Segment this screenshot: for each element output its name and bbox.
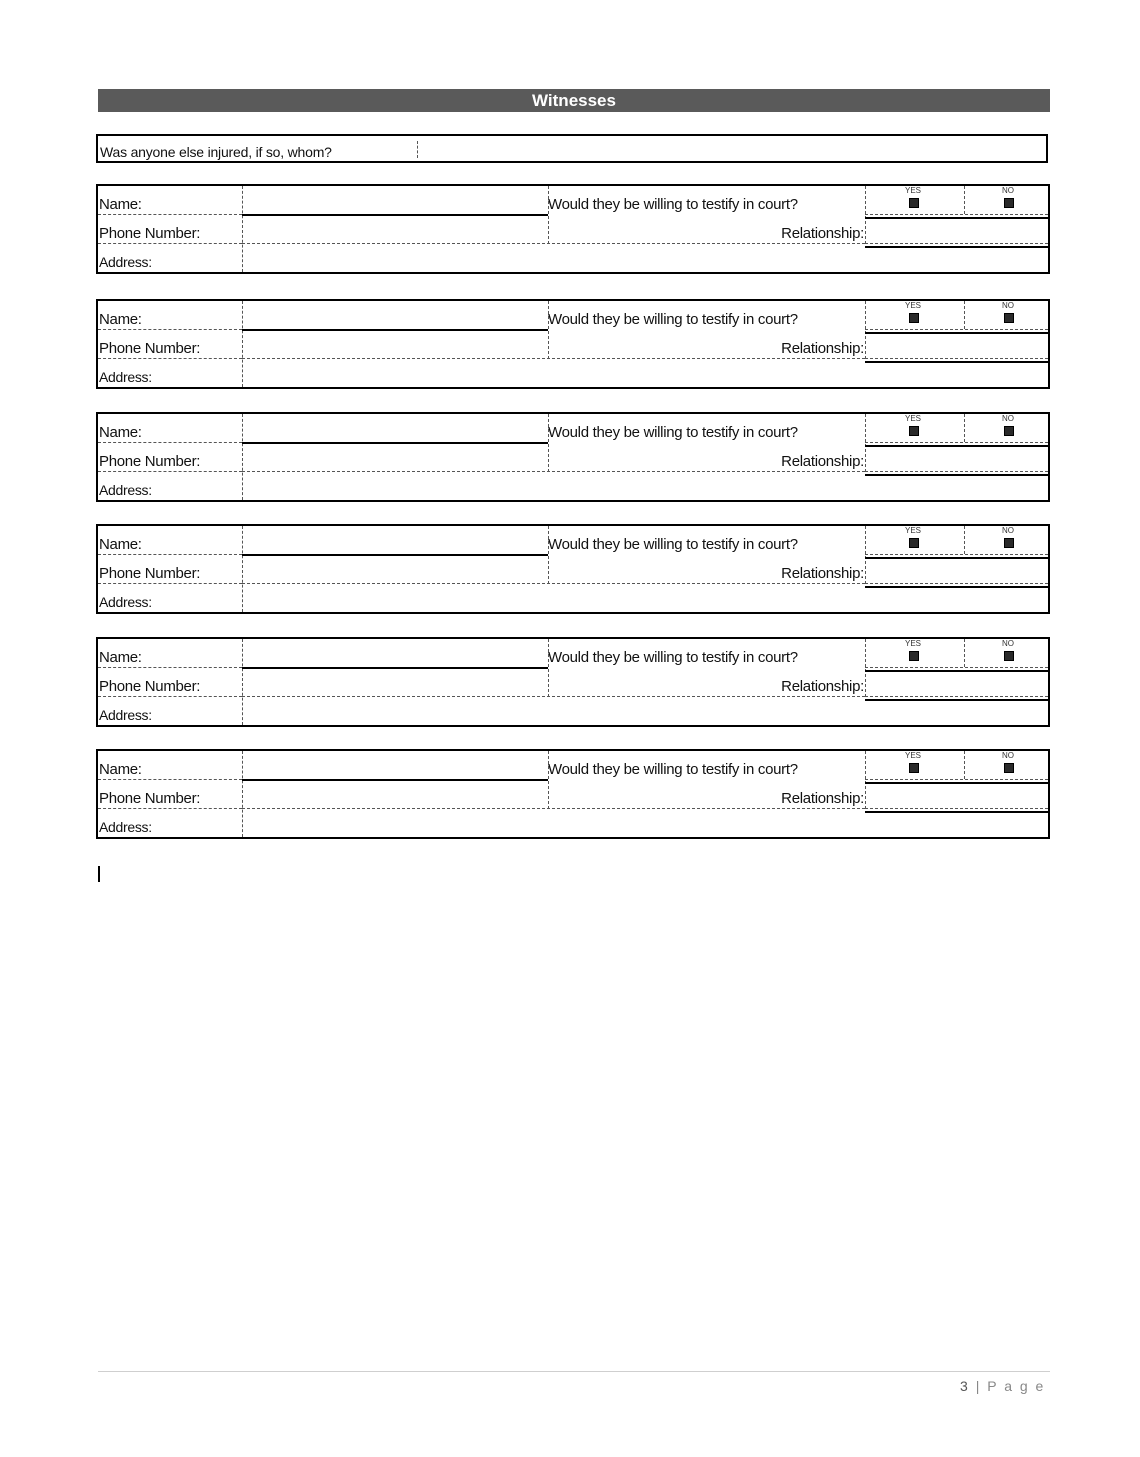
relationship-label: Relationship:: [781, 340, 864, 357]
injured-answer-field[interactable]: [420, 136, 1046, 161]
name-field[interactable]: [244, 186, 547, 213]
yes-checkbox[interactable]: [909, 426, 919, 436]
testify-question-label: Would they be willing to testify in court?: [548, 761, 798, 778]
no-label: NO: [1002, 639, 1014, 648]
phone-label: Phone Number:: [99, 225, 201, 242]
address-label: Address:: [99, 819, 152, 835]
testify-question-label: Would they be willing to testify in court?: [548, 196, 798, 213]
relationship-label: Relationship:: [781, 453, 864, 470]
yes-checkbox[interactable]: [909, 651, 919, 661]
witness-block-2: [96, 299, 1050, 389]
testify-question-label: Would they be willing to testify in court?: [548, 424, 798, 441]
injured-question-label: Was anyone else injured, if so, whom?: [100, 144, 332, 160]
testify-question-label: Would they be willing to testify in court?: [548, 649, 798, 666]
address-field[interactable]: [244, 245, 1046, 270]
testify-question-label: Would they be willing to testify in court?: [548, 311, 798, 328]
phone-field[interactable]: [244, 669, 547, 695]
witness-block-1: [96, 184, 1050, 274]
relationship-label: Relationship:: [781, 790, 864, 807]
injured-question-row: [96, 134, 1048, 163]
witness-block-5: [96, 637, 1050, 727]
phone-label: Phone Number:: [99, 565, 201, 582]
phone-label: Phone Number:: [99, 678, 201, 695]
no-checkbox[interactable]: [1004, 763, 1014, 773]
name-label: Name:: [99, 311, 142, 328]
name-label: Name:: [99, 761, 142, 778]
yes-label: YES: [905, 751, 922, 760]
address-field[interactable]: [244, 473, 1046, 498]
no-checkbox[interactable]: [1004, 651, 1014, 661]
address-label: Address:: [99, 482, 152, 498]
relationship-label: Relationship:: [781, 225, 864, 242]
yes-checkbox[interactable]: [909, 198, 919, 208]
yes-checkbox[interactable]: [909, 313, 919, 323]
address-field[interactable]: [244, 360, 1046, 385]
yes-checkbox[interactable]: [909, 763, 919, 773]
name-field[interactable]: [244, 526, 547, 553]
witness-block-3: [96, 412, 1050, 502]
relationship-field[interactable]: [867, 334, 1046, 357]
no-label: NO: [1002, 186, 1014, 195]
yes-label: YES: [905, 526, 922, 535]
name-field[interactable]: [244, 301, 547, 328]
name-field[interactable]: [244, 414, 547, 441]
name-label: Name:: [99, 649, 142, 666]
no-checkbox[interactable]: [1004, 426, 1014, 436]
phone-label: Phone Number:: [99, 340, 201, 357]
yes-label: YES: [905, 186, 922, 195]
footer-divider: [98, 1371, 1050, 1372]
phone-field[interactable]: [244, 216, 547, 242]
relationship-label: Relationship:: [781, 565, 864, 582]
page-number: 3: [960, 1378, 970, 1394]
page-footer: [960, 1378, 1045, 1394]
address-label: Address:: [99, 594, 152, 610]
relationship-field[interactable]: [867, 784, 1046, 807]
address-label: Address:: [99, 707, 152, 723]
phone-label: Phone Number:: [99, 453, 201, 470]
yes-label: YES: [905, 639, 922, 648]
relationship-field[interactable]: [867, 219, 1046, 242]
no-label: NO: [1002, 414, 1014, 423]
name-label: Name:: [99, 424, 142, 441]
yes-label: YES: [905, 301, 922, 310]
address-field[interactable]: [244, 810, 1046, 835]
phone-field[interactable]: [244, 444, 547, 470]
yes-label: YES: [905, 414, 922, 423]
no-label: NO: [1002, 526, 1014, 535]
relationship-field[interactable]: [867, 559, 1046, 582]
relationship-field[interactable]: [867, 672, 1046, 695]
phone-field[interactable]: [244, 331, 547, 357]
address-field[interactable]: [244, 585, 1046, 610]
no-checkbox[interactable]: [1004, 198, 1014, 208]
name-label: Name:: [99, 196, 142, 213]
testify-question-label: Would they be willing to testify in court?: [548, 536, 798, 553]
phone-field[interactable]: [244, 556, 547, 582]
text-cursor: [98, 866, 100, 882]
phone-label: Phone Number:: [99, 790, 201, 807]
section-title: Witnesses: [98, 89, 1050, 112]
address-label: Address:: [99, 254, 152, 270]
page-label: | P a g e: [975, 1378, 1046, 1394]
relationship-label: Relationship:: [781, 678, 864, 695]
witness-block-4: [96, 524, 1050, 614]
phone-field[interactable]: [244, 781, 547, 807]
no-label: NO: [1002, 301, 1014, 310]
name-field[interactable]: [244, 751, 547, 778]
no-checkbox[interactable]: [1004, 538, 1014, 548]
address-label: Address:: [99, 369, 152, 385]
name-label: Name:: [99, 536, 142, 553]
no-label: NO: [1002, 751, 1014, 760]
address-field[interactable]: [244, 698, 1046, 723]
name-field[interactable]: [244, 639, 547, 666]
no-checkbox[interactable]: [1004, 313, 1014, 323]
yes-checkbox[interactable]: [909, 538, 919, 548]
witness-block-6: [96, 749, 1050, 839]
relationship-field[interactable]: [867, 447, 1046, 470]
